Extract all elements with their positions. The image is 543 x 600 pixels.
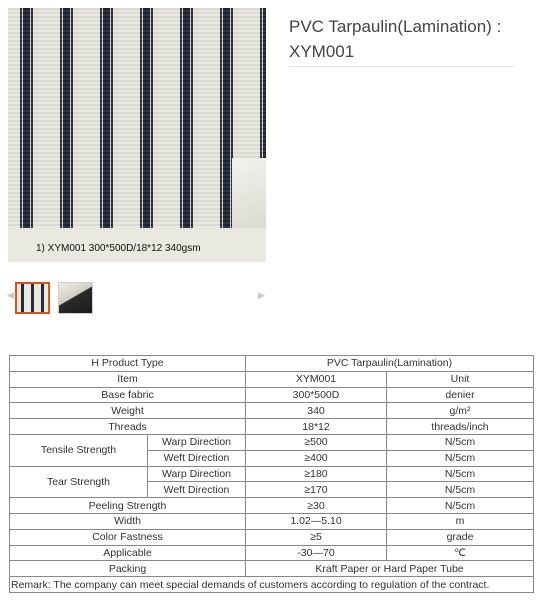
table-cell: Width (10, 513, 246, 529)
table-cell: Peeling Strength (10, 498, 246, 514)
table-cell: m (387, 513, 534, 529)
image-caption: 1) XYM001 300*500D/18*12 340gsm (36, 243, 201, 254)
table-cell: 1.02—5.10 (246, 513, 387, 529)
chevron-left-icon[interactable]: ◀ (7, 290, 14, 300)
table-row (10, 403, 534, 419)
table-cell: Packing (10, 561, 246, 577)
table-cell: 18*12 (246, 419, 387, 435)
table-cell: -30—70 (246, 545, 387, 561)
table-cell: 340 (246, 403, 387, 419)
table-cell: Kraft Paper or Hard Paper Tube (246, 561, 534, 577)
table-cell: N/5cm (387, 434, 534, 450)
table-cell: PVC Tarpaulin(Lamination) (246, 356, 534, 372)
title-divider (289, 66, 514, 67)
table-cell: N/5cm (387, 466, 534, 482)
table-row (10, 529, 534, 545)
table-cell: threads/inch (387, 419, 534, 435)
thumbnail-striped-fabric[interactable] (15, 282, 50, 314)
table-row (10, 356, 534, 372)
table-row (10, 387, 534, 403)
table-cell: Base fabric (10, 387, 246, 403)
table-row (10, 577, 534, 593)
table-row (10, 513, 534, 529)
table-cell: N/5cm (387, 498, 534, 514)
table-row (10, 434, 534, 450)
product-main-image (8, 8, 266, 262)
table-cell: Applicable (10, 545, 246, 561)
table-cell: XYM001 (246, 371, 387, 387)
table-cell: ≥170 (246, 482, 387, 498)
table-cell: N/5cm (387, 450, 534, 466)
table-row (10, 466, 534, 482)
table-cell: Color Fastness (10, 529, 246, 545)
table-cell: grade (387, 529, 534, 545)
table-row (10, 419, 534, 435)
table-cell: Unit (387, 371, 534, 387)
table-cell: 300*500D (246, 387, 387, 403)
table-row (10, 498, 534, 514)
table-row (10, 561, 534, 577)
table-cell: N/5cm (387, 482, 534, 498)
remark-text: Remark: The company can meet special demands of customers according to regulation of the contract. (10, 577, 534, 593)
table-row (10, 371, 534, 387)
table-cell: Warp Direction (148, 434, 246, 450)
striped-fabric-photo (8, 8, 266, 228)
table-cell: ≥180 (246, 466, 387, 482)
table-cell: Weight (10, 403, 246, 419)
table-cell: Item (10, 371, 246, 387)
table-cell: Warp Direction (148, 466, 246, 482)
table-cell: g/m² (387, 403, 534, 419)
table-cell: ≥400 (246, 450, 387, 466)
product-title: PVC Tarpaulin(Lamination) : XYM001 (289, 17, 502, 61)
table-cell: Threads (10, 419, 246, 435)
table-cell: Weft Direction (148, 482, 246, 498)
spec-table (9, 355, 534, 593)
table-cell: ≥5 (246, 529, 387, 545)
table-cell: denier (387, 387, 534, 403)
table-cell: ≥500 (246, 434, 387, 450)
table-cell: Tear Strength (10, 466, 148, 498)
fabric-fold (232, 158, 266, 228)
table-cell: Tensile Strength (10, 434, 148, 466)
table-cell: H Product Type (10, 356, 246, 372)
table-cell: ℃ (387, 545, 534, 561)
table-cell: ≥30 (246, 498, 387, 514)
thumbnail-fabric-roll[interactable] (58, 282, 93, 314)
chevron-right-icon[interactable]: ▶ (258, 290, 265, 300)
table-row (10, 545, 534, 561)
table-cell: Weft Direction (148, 450, 246, 466)
